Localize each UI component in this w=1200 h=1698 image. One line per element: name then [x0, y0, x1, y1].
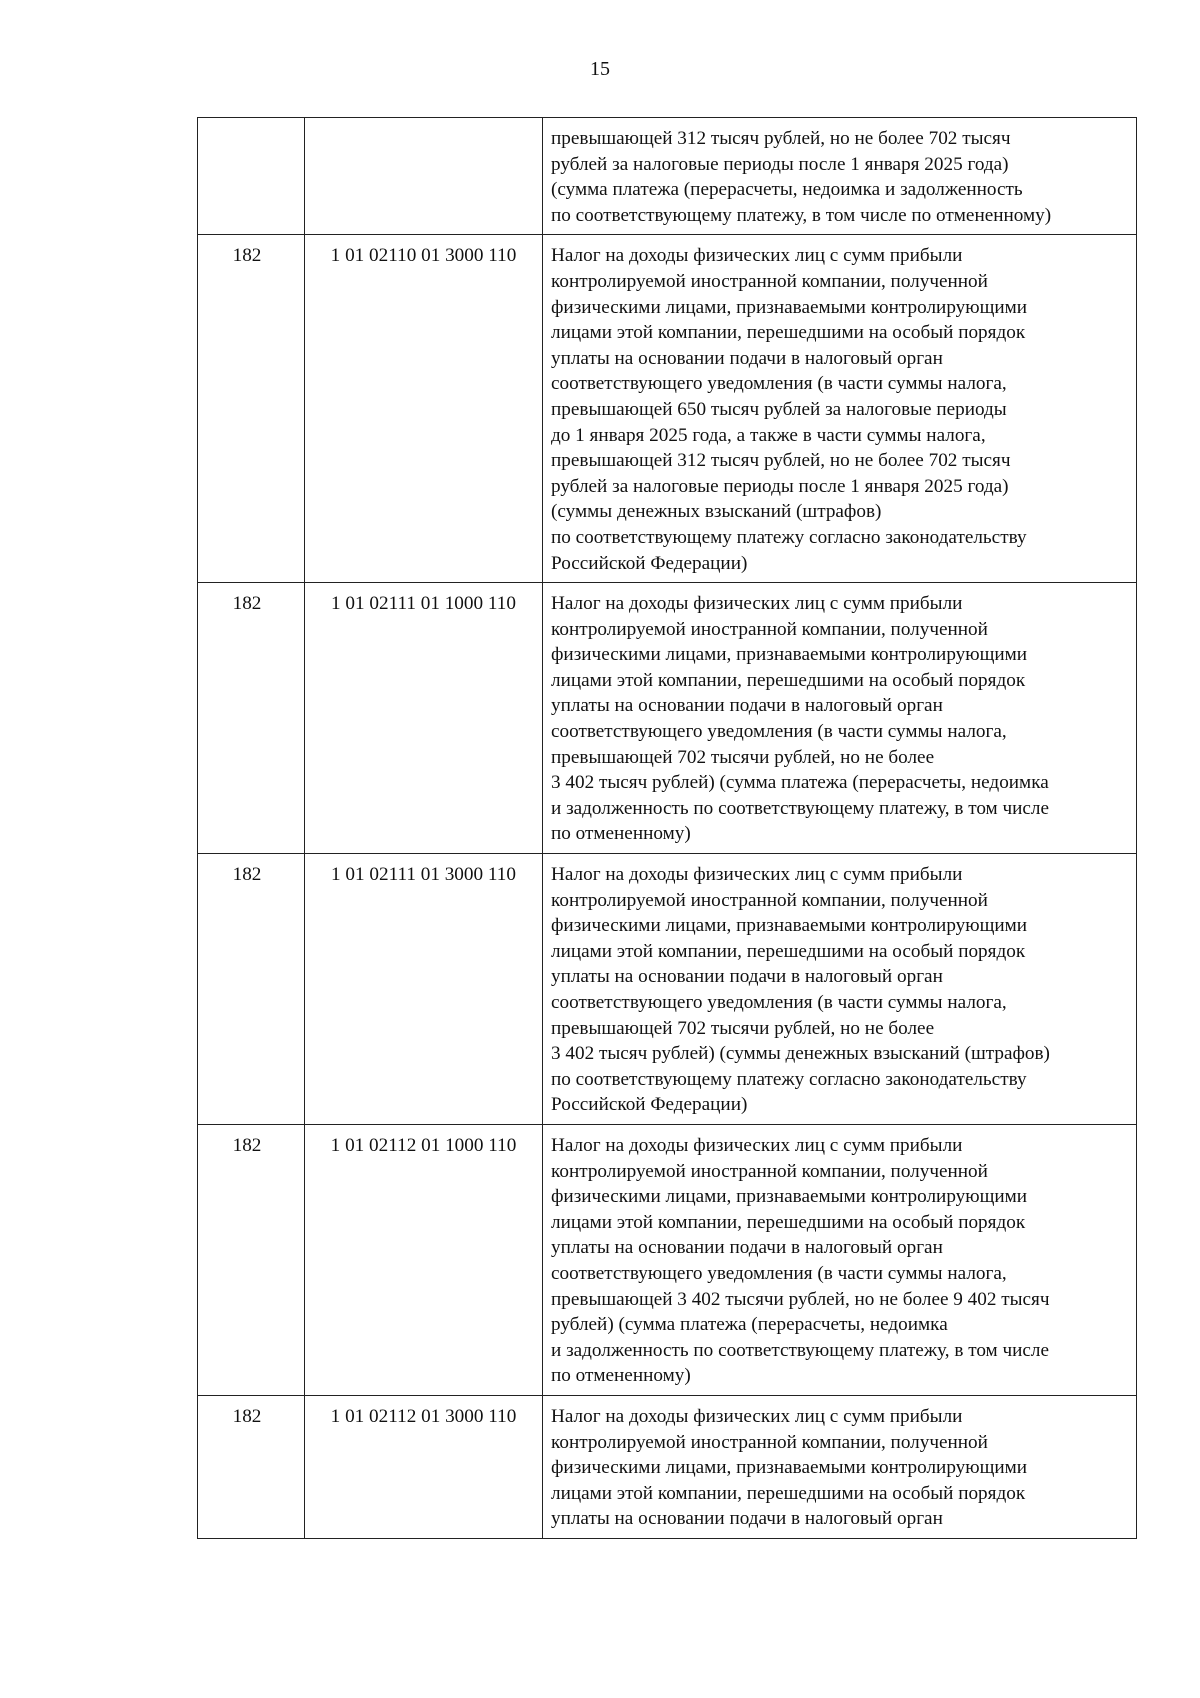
description-line: Налог на доходы физических лиц с сумм прибыли	[551, 1405, 963, 1427]
description-line: по соответствующему платежу согласно законодательству	[551, 1068, 1027, 1090]
description-line: рублей за налоговые периоды после 1 января 2025 года)	[551, 475, 1009, 497]
description-line: и задолженность по соответствующему платежу, в том числе	[551, 797, 1050, 819]
description-line: лицами этой компании, перешедшими на особый порядок	[551, 669, 1026, 691]
description-line: Российской Федерации)	[551, 552, 748, 574]
description-line: соответствующего уведомления (в части суммы налога,	[551, 373, 1007, 395]
description-line: 3 402 тысяч рублей) (суммы денежных взысканий (штрафов)	[551, 1043, 1050, 1065]
description-cell	[543, 1395, 1137, 1538]
description-line: превышающей 702 тысячи рублей, но не более	[551, 1017, 935, 1039]
description-line: уплаты на основании подачи в налоговый орган	[551, 1508, 943, 1530]
admin-code-cell: 182	[198, 854, 305, 1125]
description-cell	[543, 583, 1137, 854]
description-line: соответствующего уведомления (в части суммы налога,	[551, 992, 1007, 1013]
table-row	[198, 1124, 1137, 1395]
description-line: физическими лицами, признаваемыми контролирующими	[551, 296, 1028, 318]
admin-code-cell: 182	[198, 1395, 305, 1538]
description-line: Налог на доходы физических лиц с сумм прибыли	[551, 864, 963, 886]
description-line: Налог на доходы физических лиц с сумм прибыли	[551, 245, 963, 267]
kbk-code-cell	[305, 118, 543, 235]
description-line: физическими лицами, признаваемыми контролирующими	[551, 1457, 1028, 1479]
table-row	[198, 854, 1137, 1125]
table-row	[198, 118, 1137, 235]
kbk-code-cell: 1 01 02111 01 1000 110	[305, 583, 543, 854]
description-line: лицами этой компании, перешедшими на особый порядок	[551, 1482, 1026, 1504]
table-row	[198, 583, 1137, 854]
description-line: Налог на доходы физических лиц с сумм прибыли	[551, 593, 963, 615]
description-line: по отмененному)	[551, 1365, 691, 1387]
description-cell	[543, 1124, 1137, 1395]
description-line: физическими лицами, признаваемыми контролирующими	[551, 1186, 1028, 1208]
page-number: 15	[590, 58, 610, 80]
description-line: Российской Федерации)	[551, 1094, 748, 1116]
description-line: (сумма платежа (перерасчеты, недоимка и задолженность	[551, 179, 1023, 201]
admin-code-cell: 182	[198, 583, 305, 854]
description-line: до 1 января 2025 года, а также в части суммы налога,	[551, 424, 986, 446]
admin-code-cell: 182	[198, 235, 305, 583]
kbk-code-cell: 1 01 02112 01 3000 110	[305, 1395, 543, 1538]
description-line: рублей) (сумма платежа (перерасчеты, недоимка	[551, 1314, 948, 1336]
admin-code-cell	[198, 118, 305, 235]
description-line: уплаты на основании подачи в налоговый орган	[551, 1237, 943, 1259]
description-line: превышающей 702 тысячи рублей, но не более	[551, 746, 935, 768]
kbk-code-cell: 1 01 02111 01 3000 110	[305, 854, 543, 1125]
description-line: физическими лицами, признаваемыми контролирующими	[551, 915, 1028, 937]
description-line: уплаты на основании подачи в налоговый орган	[551, 347, 943, 369]
description-cell	[543, 854, 1137, 1125]
description-line: рублей за налоговые периоды после 1 января 2025 года)	[551, 153, 1009, 175]
description-line: лицами этой компании, перешедшими на особый порядок	[551, 1211, 1026, 1233]
description-line: Налог на доходы физических лиц с сумм прибыли	[551, 1134, 963, 1156]
description-line: контролируемой иностранной компании, полученной	[551, 270, 988, 292]
kbk-code-cell: 1 01 02112 01 1000 110	[305, 1124, 543, 1395]
description-line: соответствующего уведомления (в части суммы налога,	[551, 1262, 1007, 1284]
table-row	[198, 1395, 1137, 1538]
description-line: и задолженность по соответствующему платежу, в том числе	[551, 1339, 1050, 1361]
description-line: лицами этой компании, перешедшими на особый порядок	[551, 940, 1026, 962]
description-line: соответствующего уведомления (в части суммы налога,	[551, 721, 1007, 743]
description-line: уплаты на основании подачи в налоговый орган	[551, 695, 943, 717]
description-line: по соответствующему платежу согласно законодательству	[551, 526, 1027, 548]
kbk-code-cell: 1 01 02110 01 3000 110	[305, 235, 543, 583]
admin-code-cell: 182	[198, 1124, 305, 1395]
description-line: превышающей 3 402 тысячи рублей, но не более 9 402 тысяч	[551, 1288, 1050, 1310]
description-line: (суммы денежных взысканий (штрафов)	[551, 501, 882, 523]
description-line: превышающей 650 тысяч рублей за налоговые периоды	[551, 398, 1007, 420]
description-line: превышающей 312 тысяч рублей, но не более 702 тысяч	[551, 128, 1011, 149]
description-line: контролируемой иностранной компании, полученной	[551, 618, 988, 640]
budget-classification-table	[197, 117, 1137, 1539]
description-line: контролируемой иностранной компании, полученной	[551, 1160, 988, 1182]
description-line: контролируемой иностранной компании, полученной	[551, 1431, 988, 1453]
description-cell	[543, 118, 1137, 235]
description-line: по соответствующему платежу, в том числе по отмененному)	[551, 204, 1052, 226]
description-line: лицами этой компании, перешедшими на особый порядок	[551, 322, 1026, 344]
description-line: контролируемой иностранной компании, полученной	[551, 889, 988, 911]
description-line: физическими лицами, признаваемыми контролирующими	[551, 644, 1028, 666]
table-row	[198, 235, 1137, 583]
description-line: уплаты на основании подачи в налоговый орган	[551, 966, 943, 988]
description-line: 3 402 тысяч рублей) (сумма платежа (перерасчеты, недоимка	[551, 772, 1049, 794]
description-cell	[543, 235, 1137, 583]
description-line: по отмененному)	[551, 823, 691, 845]
description-line: превышающей 312 тысяч рублей, но не более 702 тысяч	[551, 450, 1011, 472]
